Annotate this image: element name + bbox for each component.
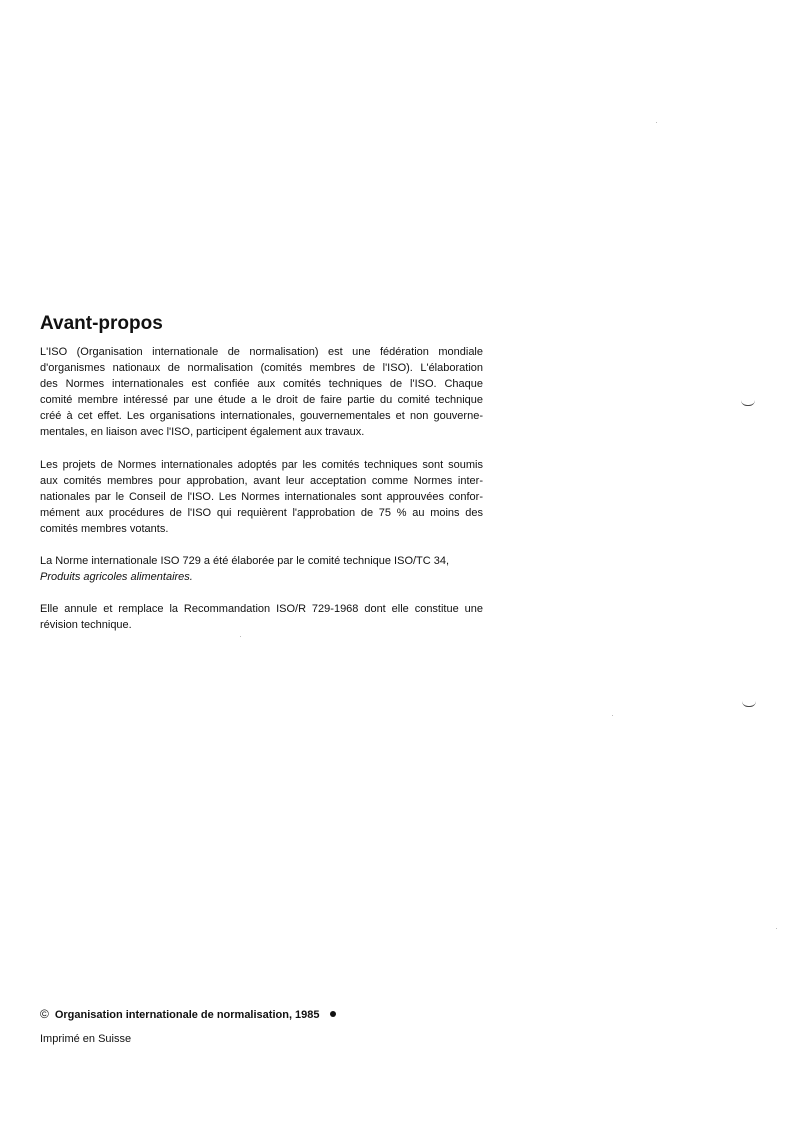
text-line: révision technique. <box>40 619 132 632</box>
copyright-icon: © <box>40 1007 49 1021</box>
text-line: L'ISO (Organisation internationale de normalisation) est une fédération mondiale <box>40 346 483 358</box>
copyright-line <box>40 1006 336 1023</box>
scan-mark-icon <box>741 400 755 406</box>
scan-speck-icon <box>776 928 777 929</box>
printed-in: Imprimé en Suisse <box>40 1033 132 1045</box>
text-line: aux comités membres pour approbation, avant leur acceptation comme Normes inter- <box>40 474 483 487</box>
text-line: nationales par le Conseil de l'ISO. Les Normes internationales sont approuvées confor- <box>40 490 483 503</box>
committee-title: Produits agricoles alimentaires. <box>40 571 193 584</box>
text-line: d'organismes nationaux de normalisation (comités membres de l'ISO). L'élaboration <box>40 362 483 375</box>
paragraph-standard-origin <box>40 553 483 585</box>
bullet-icon <box>330 1011 336 1017</box>
copyright-organization: Organisation internationale de normalisation, 1985 <box>54 1009 320 1021</box>
text-line: mément aux procédures de l'ISO qui requièrent l'approbation de 75 % au moins des <box>40 506 483 519</box>
text-line: mentales, en liaison avec l'ISO, participent également aux travaux. <box>40 426 365 439</box>
paragraph-iso-intro <box>40 344 483 441</box>
foreword-body <box>40 344 483 649</box>
text-line: des Normes internationales est confiée aux comités techniques de l'ISO. Chaque <box>40 378 483 391</box>
scan-speck-icon <box>612 715 613 716</box>
text-line: comité membre intéressé par une étude a le droit de faire partie du comité technique <box>40 394 483 407</box>
text-line: comités membres votants. <box>40 522 169 535</box>
scan-mark-icon <box>742 701 756 707</box>
page-title: Avant-propos <box>40 313 163 334</box>
text-line: créé à cet effet. Les organisations internationales, gouvernementales et non gouverne- <box>40 410 483 423</box>
text-line: La Norme internationale ISO 729 a été élaborée par le comité technique ISO/TC 34, <box>40 555 450 568</box>
scan-speck-icon <box>656 122 657 123</box>
scan-speck-icon <box>240 636 241 637</box>
text-line: Les projets de Normes internationales adoptés par les comités techniques sont soumis <box>40 458 483 471</box>
paragraph-approval <box>40 457 483 537</box>
paragraph-replacement <box>40 601 483 633</box>
text-line: Elle annule et remplace la Recommandation ISO/R 729-1968 dont elle constitue une <box>40 603 483 616</box>
